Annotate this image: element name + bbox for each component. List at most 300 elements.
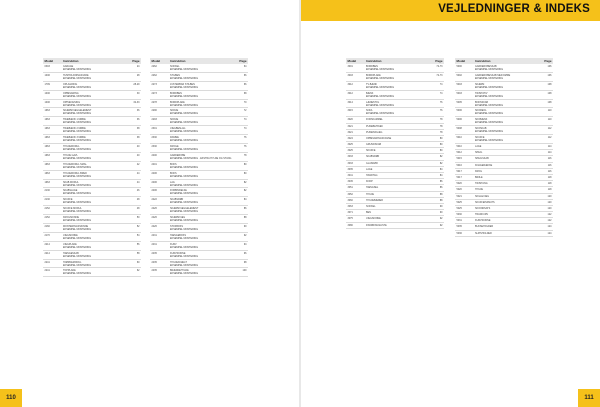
instruction-text: EKSEMPEL MONTERING <box>475 103 504 107</box>
instruction-description <box>475 65 540 71</box>
instruction-text: EKSEMPEL MONTERING <box>475 112 504 116</box>
instruction-text: BØJLE <box>475 175 483 179</box>
instruction-text: KURVSKINNE <box>170 251 186 255</box>
instruction-description <box>170 101 235 107</box>
model-number: 2214 <box>44 242 50 246</box>
instruction-text: TOPPLADE <box>63 269 76 273</box>
instruction-text: EKSEMPEL MONTERING <box>366 94 395 98</box>
table-row <box>43 82 141 91</box>
table-row <box>455 231 553 237</box>
instruction-description <box>170 252 235 258</box>
page-reference: 72-73 <box>436 65 443 68</box>
model-number: 5020 <box>456 182 462 186</box>
instruction-text: TV-BÆNK <box>366 82 378 86</box>
instruction-description <box>475 157 540 160</box>
instruction-text: EKSEMPEL MONTERING <box>63 76 92 80</box>
instruction-description <box>475 151 540 154</box>
instruction-text: SKABSLÅGE <box>63 189 78 193</box>
instruction-description <box>366 205 431 208</box>
instruction-description <box>63 118 128 124</box>
instruction-text: HYLDEMODUL SMAL <box>63 162 87 166</box>
instruction-description <box>475 188 540 191</box>
page-reference: 84 <box>243 198 247 202</box>
instruction-text: KROGSKINNE <box>63 216 79 220</box>
instruction-text: SKOINDSATS <box>475 206 491 210</box>
instruction-text: PÅFØRINGSLISTE <box>366 223 387 227</box>
page-reference: 116 <box>547 163 552 167</box>
instruction-text: EKSEMPEL MONTERING <box>170 130 199 134</box>
instruction-description <box>475 118 540 124</box>
instruction-text: SKÆRMVÆGGELEMENT <box>170 207 199 211</box>
instruction-text: EKSEMPEL MONTERING <box>475 85 504 89</box>
model-number: 2431 <box>151 233 157 237</box>
instruction-description <box>475 207 540 210</box>
instruction-text: EKSEMPEL MONTERING <box>63 103 92 107</box>
instruction-text: EKSEMPEL MONTERING <box>63 228 92 232</box>
instruction-text: EKSEMPEL MONTERING · EKSTRA HYLDE OG STANG <box>170 156 232 160</box>
instruction-text: PUDEINDLÆG <box>366 130 383 134</box>
instruction-text: EKSEMPEL MONTERING <box>63 121 92 125</box>
instruction-text: SPEJLSKAB <box>475 157 489 161</box>
instruction-text: EKSEMPEL MONTERING <box>170 236 199 240</box>
instruction-description <box>63 127 128 133</box>
page-reference: 38 <box>136 136 140 140</box>
instruction-text: BÆNK <box>366 91 374 95</box>
table-row <box>43 260 141 269</box>
instruction-text: SKRUE <box>170 109 179 113</box>
instruction-text: EKSEMPEL MONTERING <box>170 228 199 232</box>
instruction-description <box>63 181 128 187</box>
instruction-text: EKSEMPEL MONTERING <box>475 139 504 143</box>
instruction-text: GARDEROBESKAB MED DØRE <box>475 73 511 77</box>
instruction-description <box>366 143 431 146</box>
table-row <box>346 73 444 82</box>
model-number: 3063 <box>347 204 353 208</box>
instruction-description <box>170 83 235 89</box>
table-row <box>150 64 248 73</box>
instruction-description <box>63 189 128 195</box>
page-reference: 74 <box>439 91 443 95</box>
page-reference: 122 <box>547 213 552 217</box>
model-number: 3025 <box>347 143 353 147</box>
instruction-text: SKOREOL <box>475 109 487 113</box>
table-row <box>455 100 553 109</box>
instruction-text: SKRUE <box>170 118 179 122</box>
table-row <box>43 206 141 215</box>
page-reference: 64 <box>243 65 247 68</box>
table-row <box>43 162 141 171</box>
page-reference: 86 <box>439 186 443 190</box>
instruction-text: EKSEMPEL MONTERING <box>170 76 199 80</box>
instruction-description <box>63 243 128 249</box>
model-number: 2214 <box>44 251 50 255</box>
page-reference: 118 <box>547 182 552 186</box>
page-reference: 88 <box>243 216 247 220</box>
model-number: 3025 <box>347 149 353 153</box>
model-number: 5003 <box>456 82 462 86</box>
table-row <box>150 153 248 162</box>
table-row <box>346 223 444 229</box>
instruction-text: SKUFFEINDSATS <box>475 200 495 204</box>
page-reference: 74 <box>243 118 247 122</box>
instruction-description <box>63 92 128 98</box>
instruction-text: EKSEMPEL MONTERING <box>63 192 92 196</box>
instruction-text: EKSEMPEL MONTERING <box>170 121 199 125</box>
table-row <box>455 64 553 73</box>
instruction-description <box>366 224 431 227</box>
instruction-text: EKSEMPEL MONTERING <box>170 192 199 196</box>
page-reference: 120 <box>547 206 552 210</box>
instruction-text: BOKSSKAB <box>475 100 489 104</box>
page-reference: 82 <box>439 161 443 165</box>
instruction-text: EKSEMPEL MONTERING <box>63 130 92 134</box>
instruction-description <box>170 198 235 204</box>
instruction-text: VÆGSKINNE <box>63 233 78 237</box>
page-reference: 48 <box>136 198 140 202</box>
instruction-description <box>366 74 431 80</box>
instruction-text: KROGE <box>170 145 179 149</box>
table-row <box>150 91 248 100</box>
table-row <box>455 108 553 117</box>
instruction-text: EKSEMPEL MONTERING <box>366 76 395 80</box>
table-row <box>150 117 248 126</box>
instruction-text: HYLDEMODUL <box>63 145 80 149</box>
model-number: 5015 <box>456 157 462 161</box>
page-reference: 72 <box>243 109 247 113</box>
instruction-text: EKSEMPEL MONTERING <box>63 165 92 169</box>
table-row <box>43 180 141 189</box>
column-header-page: Page <box>435 59 443 63</box>
model-number: 3060 <box>347 198 353 202</box>
instruction-text: KNOP <box>366 180 373 184</box>
instruction-text: EKSEMPEL MONTERING <box>170 148 199 152</box>
instruction-table <box>455 58 553 237</box>
instruction-description <box>366 174 431 177</box>
instruction-text: HYLDEKNÆGT <box>170 260 188 264</box>
table-row <box>43 215 141 224</box>
page-reference: 52 <box>136 225 140 229</box>
model-number: 2426 <box>151 225 157 229</box>
instruction-description <box>475 136 540 142</box>
page-reference: 78 <box>243 153 247 157</box>
instruction-text: EKSEMPEL MONTERING <box>475 121 504 125</box>
page-reference: 86 <box>439 180 443 184</box>
page-reference: 92 <box>243 233 247 237</box>
instruction-text: EKSEMPEL MONTERING <box>63 94 92 98</box>
instruction-text: HYLDEMODUL BRED <box>63 171 87 175</box>
instruction-description <box>366 211 431 214</box>
instruction-text: EKSEMPEL MONTERING <box>63 112 92 116</box>
column-header-instruction: Instruktion <box>170 59 186 63</box>
model-number: 2406 <box>151 171 157 175</box>
page-reference: 110 <box>547 118 552 122</box>
page-reference: 28 <box>136 73 140 77</box>
page-reference: 30 <box>136 91 140 95</box>
model-number: 3015 <box>347 109 353 113</box>
page-reference: 110 <box>547 109 552 113</box>
instruction-text: EKSEMPEL MONTERING <box>475 68 504 71</box>
instruction-description <box>170 269 235 275</box>
instruction-description <box>170 225 235 231</box>
model-number: 2273 <box>151 82 157 86</box>
instruction-text: SOKKEL <box>170 65 180 68</box>
model-number: 3012 <box>347 82 353 86</box>
page-reference: 82 <box>243 189 247 193</box>
model-number: 3024 <box>347 136 353 140</box>
instruction-text: EKSEMPEL MONTERING <box>63 174 92 178</box>
instruction-description <box>475 83 540 89</box>
table-row <box>150 180 248 189</box>
column-header-model: Model <box>151 59 161 63</box>
instruction-description <box>63 74 128 80</box>
instruction-text: EKSEMPEL MONTERING <box>63 183 92 187</box>
model-number: 2400 <box>151 153 157 157</box>
model-number: 1963 <box>44 145 50 149</box>
instruction-description <box>170 207 235 213</box>
page-reference: 100 <box>242 269 247 273</box>
page-reference: 92 <box>439 217 443 221</box>
model-number: 2262 <box>151 73 157 77</box>
instruction-text: VÆGPLADE <box>63 242 77 246</box>
page-reference: 50 <box>136 216 140 220</box>
model-number: 1963 <box>44 109 50 113</box>
model-number: 2293 <box>151 118 157 122</box>
instruction-text: SKAB MODUL <box>63 180 79 184</box>
column-header-page: Page <box>239 59 247 63</box>
table-row <box>43 153 141 162</box>
page-reference: 32-33 <box>133 100 140 104</box>
page-reference: 44 <box>136 171 140 175</box>
instruction-table <box>346 58 444 229</box>
model-number: 5021 <box>456 194 462 198</box>
instruction-text: FORBINDELSE <box>170 189 187 193</box>
page-reference: 80 <box>439 143 443 147</box>
table-row <box>150 215 248 224</box>
model-number: 3080 <box>347 223 353 227</box>
page-reference: 122 <box>547 219 552 223</box>
page-reference: 62 <box>136 269 140 273</box>
instruction-description <box>63 101 128 107</box>
instruction-text: EKSEMPEL MONTERING <box>63 201 92 205</box>
instruction-text: EKSEMPEL MONTERING <box>170 68 199 71</box>
table-row <box>43 108 141 117</box>
instruction-text: EKSEMPEL MONTERING <box>63 210 92 214</box>
instruction-text: EKSEMPEL MONTERING <box>170 183 199 187</box>
column-header-page: Page <box>132 59 140 63</box>
instruction-description <box>366 186 431 189</box>
instruction-description <box>475 127 540 133</box>
page-reference: 56 <box>136 242 140 246</box>
instruction-description <box>366 162 431 165</box>
instruction-text: SKUFFE MODUL <box>63 207 82 211</box>
model-number: 1963 <box>44 127 50 131</box>
model-number: 5017 <box>456 169 462 173</box>
instruction-text: EKSEMPEL MONTERING <box>170 139 199 143</box>
table-row <box>150 73 248 82</box>
page-reference: 114 <box>547 145 552 149</box>
table-row <box>150 162 248 171</box>
instruction-text: SKÆRMVÆG <box>170 216 186 220</box>
instruction-description <box>366 92 431 98</box>
instruction-description <box>366 217 431 220</box>
model-number: 2406 <box>151 180 157 184</box>
instruction-text: SKOBÆNK <box>475 118 488 122</box>
page-reference: 74 <box>243 127 247 131</box>
instruction-description <box>475 225 540 228</box>
page-reference: 88 <box>439 198 443 202</box>
page-reference: 80 <box>243 171 247 175</box>
instruction-text: EKSEMPEL MONTERING <box>170 112 199 116</box>
model-number: 3035 <box>347 167 353 171</box>
model-number: 2278 <box>151 100 157 104</box>
page-reference: 76 <box>439 109 443 113</box>
table-row <box>150 242 248 251</box>
instruction-description <box>475 195 540 198</box>
page-reference: 84 <box>439 167 443 171</box>
instruction-description <box>170 243 235 249</box>
page-number-left: 110 <box>0 389 22 407</box>
instruction-description <box>170 118 235 124</box>
model-number: 5002 <box>456 73 462 77</box>
instruction-text: SKÆRMVÆGGELEMENT <box>63 109 92 113</box>
model-number: 5008 <box>456 127 462 131</box>
model-number: 5006 <box>456 118 462 122</box>
instruction-description <box>475 213 540 216</box>
instruction-text: EKSEMPEL MONTERING <box>63 236 92 240</box>
page-reference: 90 <box>243 225 247 229</box>
instruction-description <box>170 216 235 222</box>
instruction-text: VÆGBESLAG <box>170 127 186 131</box>
instruction-text: BORDBEN <box>170 91 182 95</box>
table-row <box>150 82 248 91</box>
instruction-text: BORDPLADE <box>366 73 381 77</box>
instruction-text: EKSEMPEL MONTERING <box>63 85 92 89</box>
instruction-text: TØJSTANG <box>475 182 488 186</box>
page-reference: 96 <box>243 251 247 255</box>
instruction-description <box>475 74 540 80</box>
model-number: 2152 <box>44 216 50 220</box>
instruction-text: OPBEVARINGSKASSE <box>366 136 392 140</box>
instruction-description <box>170 74 235 80</box>
instruction-text: EKSEMPEL MONTERING <box>63 272 92 276</box>
page-reference: 92 <box>439 223 443 227</box>
instruction-description <box>170 154 235 160</box>
instruction-description <box>366 180 431 183</box>
table-row <box>43 64 141 73</box>
instruction-text: EKSEMPEL MONTERING <box>63 68 92 71</box>
model-number: 3014 <box>347 100 353 104</box>
model-number: 2301 <box>151 127 157 131</box>
instruction-description <box>170 92 235 98</box>
model-number: 3003 <box>347 73 353 77</box>
page-reference: 58 <box>136 251 140 255</box>
page-reference: 40 <box>136 145 140 149</box>
instruction-description <box>63 83 128 89</box>
column-header-model: Model <box>44 59 54 63</box>
column-header-instruction: Instruktion <box>366 59 382 63</box>
model-number: 2241 <box>44 269 50 273</box>
table-row <box>346 100 444 109</box>
instruction-text: BOKS <box>170 162 177 166</box>
page-reference: 108 <box>547 91 552 95</box>
instruction-description <box>63 225 128 231</box>
instruction-text: SKUFFE <box>475 136 485 140</box>
column-header-model: Model <box>347 59 357 63</box>
instruction-description <box>63 234 128 240</box>
instruction-text: LÅGE <box>475 145 482 149</box>
page-reference: 28-29 <box>133 82 140 86</box>
instruction-text: TØJSTATIV <box>475 91 488 95</box>
table-row <box>43 144 141 153</box>
instruction-description <box>63 252 128 258</box>
page-reference: 112 <box>547 127 552 131</box>
instruction-description <box>63 198 128 204</box>
model-number: 5012 <box>456 151 462 155</box>
table-row <box>43 126 141 135</box>
page-reference: 24 <box>136 65 140 68</box>
page-reference: 48 <box>136 207 140 211</box>
instruction-text: FODSKAMMEL <box>366 118 383 122</box>
page-reference: 78 <box>439 124 443 128</box>
column-header-instruction: Instruktion <box>475 59 491 63</box>
table-row <box>455 126 553 135</box>
page-reference: 88 <box>439 192 443 196</box>
instruction-text: HYLDEBÆRER <box>366 198 384 202</box>
model-number: 1963 <box>44 153 50 157</box>
page-reference: 46 <box>136 189 140 193</box>
instruction-text: BRÆDDEHYLDE <box>170 269 189 273</box>
page-reference: 94 <box>243 242 247 246</box>
model-number: 1046 <box>44 100 50 104</box>
instruction-description <box>366 149 431 152</box>
instruction-text: BOKS <box>170 171 177 175</box>
instruction-text: GRUNDSKAB <box>366 143 382 147</box>
table-row <box>150 224 248 233</box>
table-row <box>150 197 248 206</box>
page-reference: 76 <box>243 136 247 140</box>
model-number: 5010 <box>456 136 462 140</box>
instruction-description <box>366 155 431 158</box>
instruction-text: SKABSDØR <box>366 155 380 159</box>
instruction-text: KROG <box>475 169 483 173</box>
table-row <box>346 108 444 117</box>
instruction-text: EKSEMPEL MONTERING <box>63 254 92 258</box>
model-number: 5020 <box>456 188 462 192</box>
instruction-description <box>366 101 431 107</box>
model-number: 2406 <box>151 189 157 193</box>
table-row <box>455 73 553 82</box>
model-number: 2170 <box>44 233 50 237</box>
header-bar <box>300 0 600 21</box>
model-number: 3052 <box>347 192 353 196</box>
page-reference: 80 <box>439 149 443 153</box>
instruction-text: HYLDE GAVL <box>63 153 78 157</box>
instruction-description <box>63 163 128 169</box>
page-reference: 86 <box>243 207 247 211</box>
page-reference: 66 <box>243 82 247 86</box>
instruction-description <box>366 118 431 121</box>
model-number: 3020 <box>347 118 353 122</box>
model-number: 3045 <box>347 180 353 184</box>
model-number: 2130 <box>44 198 50 202</box>
instruction-text: HÆNGSEL <box>366 186 379 190</box>
instruction-text: EKSEMPEL MONTERING <box>170 219 199 223</box>
instruction-description <box>366 125 431 128</box>
page-reference: 66 <box>243 73 247 77</box>
model-number: 1963 <box>44 171 50 175</box>
instruction-text: KURV <box>170 242 177 246</box>
model-number: 3001 <box>347 65 353 68</box>
